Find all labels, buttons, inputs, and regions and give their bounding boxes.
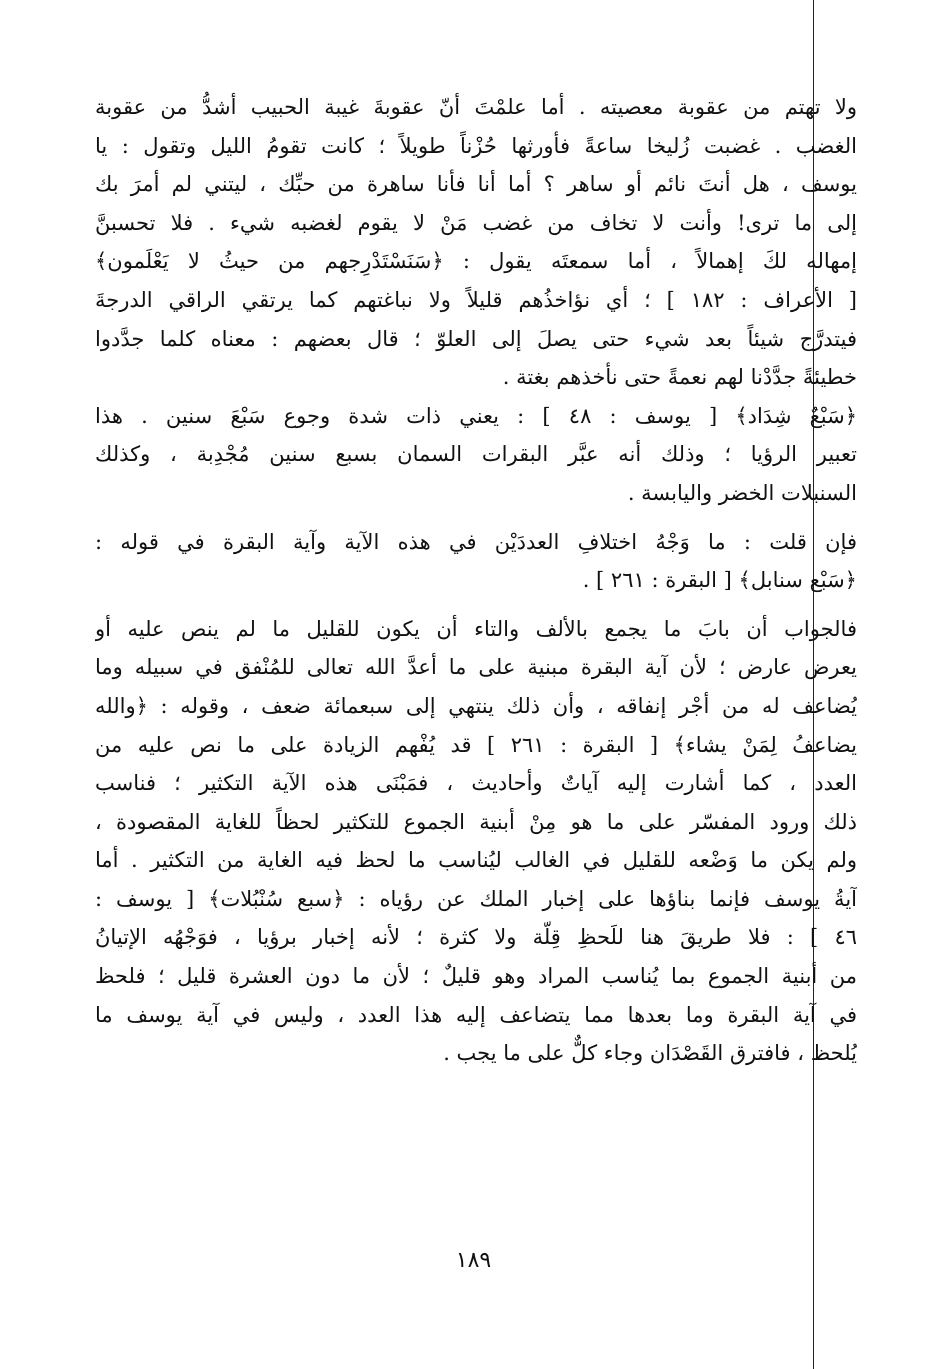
text-line: السنبلات الخضر واليابسة . xyxy=(627,480,857,505)
paragraph-4 xyxy=(95,610,857,1073)
paragraph-2 xyxy=(95,397,857,513)
text-line: فيتدرَّج شيئاً بعد شيء حتى يصلَ إلى العلوّ ؛ قال بعضهم : معناه كلما جدَّدوا xyxy=(95,326,857,351)
text-line: الغضب . غضبت زُليخا ساعةً فأورثها حُزْناً طويلاً ؛ كانت تقومُ الليل وتقول : يا xyxy=(95,133,857,158)
text-line: إلى ما ترى! وأنت لا تخاف من غضب مَنْ لا يقوم لغضبه شيء . فلا تحسبنَّ xyxy=(95,210,857,235)
paragraph-spacer xyxy=(95,513,857,523)
page-body-text xyxy=(95,88,857,1073)
text-line: ولم يكن ما وَضْعه للقليل في الغالب ليُناسب ما لحظ فيه الغاية من التكثير . أما xyxy=(95,848,857,873)
text-line: ٤٦ ] : فلا طريقَ هنا للَحظِ قِلّة ولا كثرة ؛ لأنه إخبار برؤيا ، فوَجْهُه الإتيانُ xyxy=(95,925,857,950)
text-line: ذلك ورود المفسّر على ما هو مِنْ أبنية الجموع للتكثير لحظاً للغاية المقصودة ، xyxy=(95,809,857,834)
text-line: آيةُ يوسف فإنما بناؤها على إخبار الملك عن رؤياه : ﴿سبع سُنْبُلات﴾ [ يوسف : xyxy=(95,886,857,911)
text-line: يوسف ، هل أنتَ نائم أو ساهر ؟ أما أنا فأنا ساهرة من حبِّك ، ليتني لم أمرَ بك xyxy=(95,172,857,197)
text-line: ﴿سَبْع سنابل﴾ [ البقرة : ٢٦١ ] . xyxy=(582,568,857,593)
paragraph-spacer xyxy=(95,600,857,610)
text-line: من أبنية الجموع بما يُناسب المراد وهو قليلٌ ؛ لأن ما دون العشرة قليل ؛ فلحظ xyxy=(95,964,857,989)
paragraph-3 xyxy=(95,523,857,600)
text-line: العدد ، كما أشارت إليه آياتٌ وأحاديث ، فمَبْنَى هذه الآية التكثير ؛ فناسب xyxy=(95,771,857,796)
text-line: خطيئةً جدَّدْنا لهم نعمةً حتى نأخذهم بغتة . xyxy=(502,365,857,390)
paragraph-1 xyxy=(95,88,857,397)
text-line: يُلحظ ، فافترق القَصْدَان وجاء كلٌّ على ما يجب . xyxy=(443,1041,857,1066)
text-line: فالجواب أن بابَ ما يجمع بالألف والتاء أن يكون للقليل ما لم ينص عليه أو xyxy=(95,616,857,641)
text-line: [ الأعراف : ١٨٢ ] ؛ أي نؤاخذُهم قليلاً ولا نباغتهم كما يرتقي الراقي الدرجةَ xyxy=(95,287,857,312)
text-line: تعبير الرؤيا ؛ وذلك أنه عبَّر البقرات السمان بسبع سنين مُجْدِبة ، وكذلك xyxy=(95,442,857,467)
text-line: يضاعفُ لِمَنْ يشاء﴾ [ البقرة : ٢٦١ ] قد يُفْهم الزيادة على ما نص عليه من xyxy=(95,732,857,757)
text-line: فإن قلت : ما وَجْهُ اختلافِ العددَيْن في هذه الآية وآية البقرة في قوله : xyxy=(95,529,857,554)
text-line: إمهاله لكَ إهمالاً ، أما سمعتَه يقول : ﴿سَنَسْتَدْرِجهم من حيثُ لا يَعْلَمون﴾ xyxy=(95,249,857,274)
text-line: ﴿سَبْعٌ شِدَاد﴾ [ يوسف : ٤٨ ] : يعني ذات شدة وجوع سَبْعَ سنين . هذا xyxy=(95,403,857,428)
text-line: يُضاعف له من أجْر إنفاقه ، وأن ذلك ينتهي إلى سبعمائة ضعف ، وقوله : ﴿والله xyxy=(95,693,857,718)
text-line: في آية البقرة وما بعدها مما يتضاعف إليه هذا العدد ، وليس في آية يوسف ما xyxy=(95,1002,857,1027)
page-number: ١٨٩ xyxy=(455,1248,492,1273)
text-line: ولا تهتم من عقوبة معصيته . أما علمْتَ أنّ عقوبةَ غيبة الحبيب أشدُّ من عقوبة xyxy=(95,95,857,119)
text-line: يعرض عارض ؛ لأن آية البقرة مبنية على ما أعدَّ الله تعالى للمُنْفق في سبيله وما xyxy=(95,655,857,680)
